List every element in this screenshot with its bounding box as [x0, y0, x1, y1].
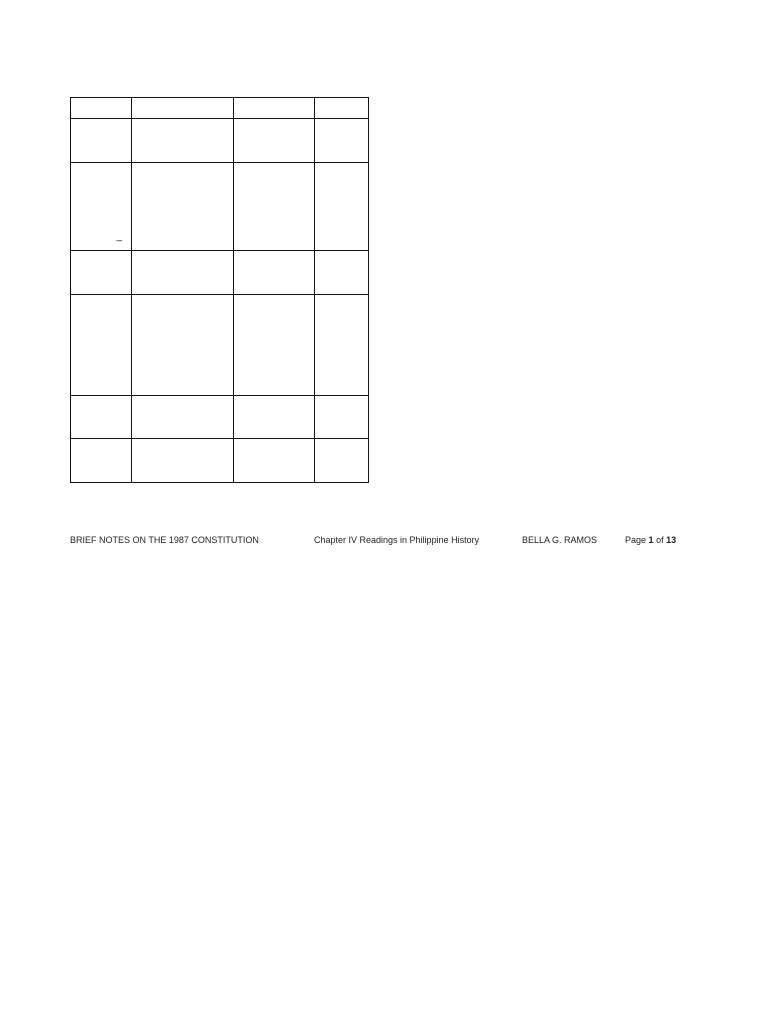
table-cell [315, 295, 369, 396]
footer-author: BELLA G. RAMOS [522, 535, 598, 545]
table-cell [71, 98, 132, 119]
table-cell [315, 163, 369, 251]
page-total: 13 [666, 535, 677, 545]
page-of: of [656, 535, 664, 545]
table-cell [234, 98, 315, 119]
table-cell [234, 439, 315, 483]
table-cell [234, 163, 315, 251]
table-row [71, 163, 369, 251]
table-row [71, 396, 369, 439]
table-cell [315, 98, 369, 119]
table-cell [234, 396, 315, 439]
table-cell [315, 439, 369, 483]
table-cell [132, 396, 234, 439]
table-cell [71, 119, 132, 163]
table-cell [71, 251, 132, 295]
table-cell [234, 295, 315, 396]
table-cell [234, 119, 315, 163]
table-cell [71, 396, 132, 439]
table-cell [71, 439, 132, 483]
table-row [71, 295, 369, 396]
footer-page-number [625, 533, 676, 547]
page-current: 1 [648, 535, 654, 545]
table-cell [132, 251, 234, 295]
table-row [71, 98, 369, 119]
table-cell [234, 251, 315, 295]
empty-table [70, 97, 369, 483]
table-cell [132, 439, 234, 483]
footer-chapter: Chapter IV Readings in Philippine History [314, 535, 480, 545]
table-cell [132, 295, 234, 396]
footer-title: BRIEF NOTES ON THE 1987 CONSTITUTION [70, 535, 259, 545]
table-cell [315, 119, 369, 163]
table-cell [315, 396, 369, 439]
dash-mark: _ [116, 231, 122, 242]
page-label: Page [625, 535, 647, 545]
table-row [71, 251, 369, 295]
table-cell [132, 163, 234, 251]
table-cell [132, 98, 234, 119]
table-row [71, 119, 369, 163]
table-cell [132, 119, 234, 163]
table-cell [71, 163, 132, 251]
page-footer [0, 533, 768, 547]
table-cell [71, 295, 132, 396]
table-row [71, 439, 369, 483]
table-cell [315, 251, 369, 295]
